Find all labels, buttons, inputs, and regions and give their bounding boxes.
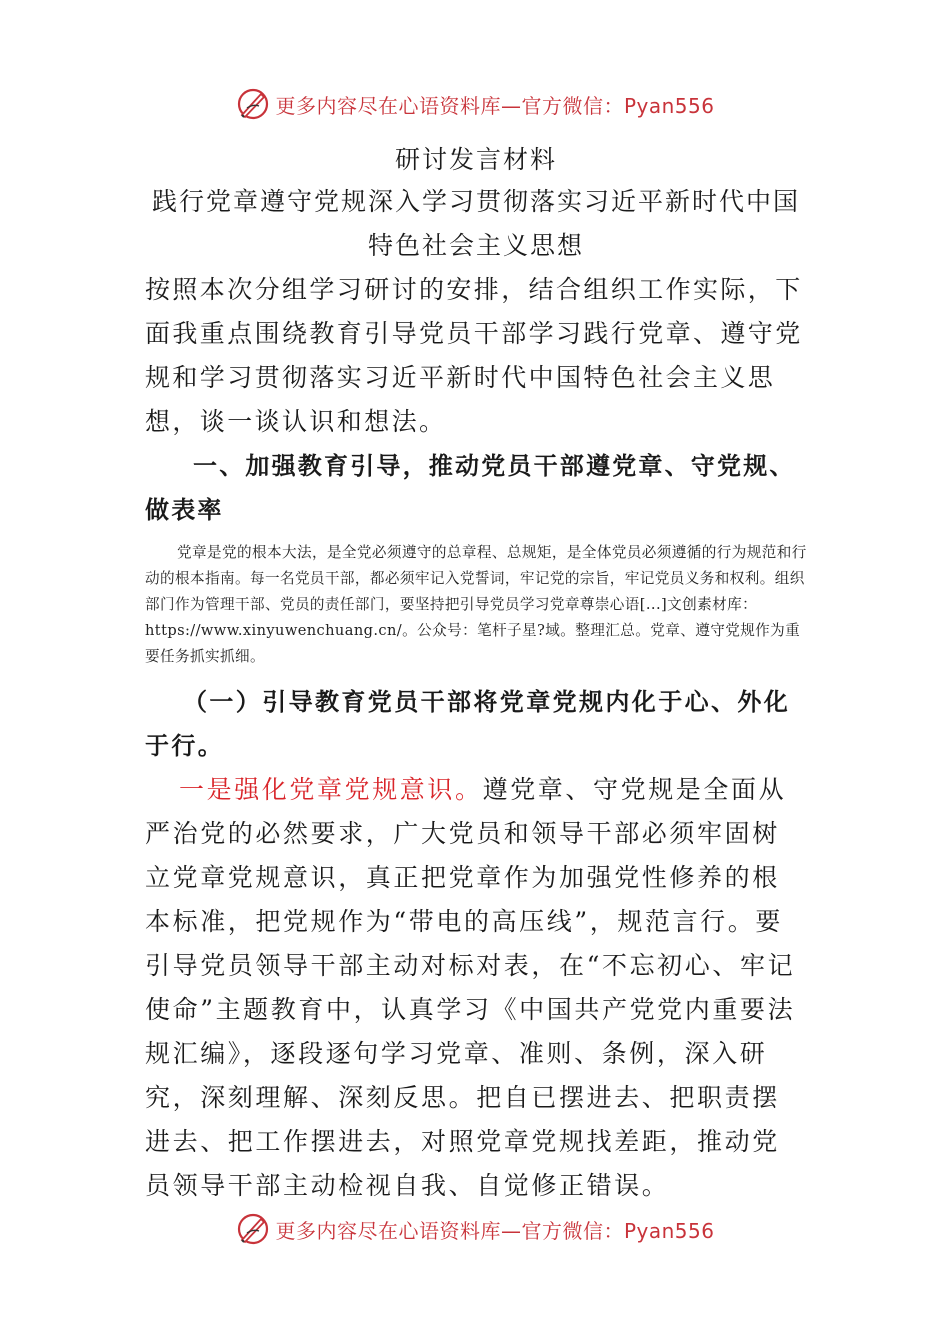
- doc-subtitle: 践行党章遵守党规深入学习贯彻落实习近平新时代中国特色社会主义思想: [151, 187, 800, 260]
- pen-logo-icon: [235, 1211, 271, 1247]
- body-text: 遵党章、守党规是全面从严治党的必然要求，广大党员和领导干部必须牢固树立党章党规意识，真正把党章作为加强党性修养的根本标准，把党规作为“带电的高压线”，规范言行。要引导党员领导干部主动对标对表，在“不忘初心、牢记使命”主题教育中，认真学习《中国共产党党内重要法规汇编》，逐段逐句学习党章、准则、条例，深入研究，深刻理解、深刻反思。把自已摆进去、把职责摆进去、把工作摆进去，对照党章党规找差距，推动党员领导干部主动检视自我、自觉修正错误。: [145, 775, 796, 1200]
- banner-text: 更多内容尽在心语资料库—官方微信：Pyan556: [275, 93, 715, 118]
- body-paragraph: [145, 768, 807, 1208]
- intro-paragraph: 按照本次分组学习研讨的安排，结合组织工作实际，下面我重点围绕教育引导党员干部学习践行党章、遵守党规和学习贯彻落实习近平新时代中国特色社会主义思想，谈一谈认识和想法。: [145, 275, 803, 436]
- subsection-heading-1: （一）引导教育党员干部将党章党规内化于心、外化于行。: [145, 687, 791, 760]
- banner-text: 更多内容尽在心语资料库—官方微信：Pyan556: [275, 1218, 715, 1243]
- header-banner: [0, 84, 950, 124]
- lead-emphasis: 一是强化党章党规意识。: [179, 775, 483, 804]
- section-heading-1: 一、加强教育引导，推动党员干部遵党章、守党规、做表率: [145, 451, 796, 524]
- pen-logo-icon: [235, 86, 271, 122]
- document-body: [145, 140, 807, 1208]
- small-paragraph: 党章是党的根本大法，是全党必须遵守的总章程、总规矩，是全体党员必须遵循的行为规范和行动的根本指南。每一名党员干部，都必须牢记入党誓词，牢记党的宗旨，牢记党员义务和权利。组织部门作为管理干部、党员的责任部门，要坚持把引导党员学习党章尊崇心语[...]文创素材库：https://www.xinyuwenchuang.cn/。公众号：笔杆子星?域。整理汇总。党章、遵守党规作为重要任务抓实抓细。: [145, 544, 807, 665]
- doc-title: 研讨发言材料: [394, 145, 557, 174]
- footer-banner: [0, 1209, 950, 1249]
